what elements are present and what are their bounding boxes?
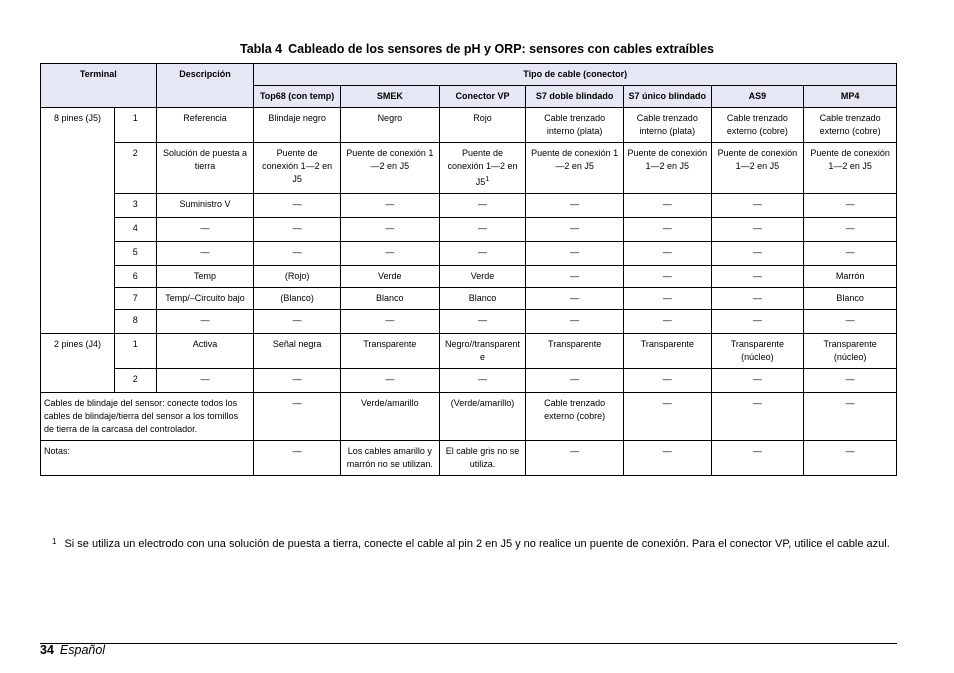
cable-cell	[711, 310, 804, 334]
pin-description-text: Suministro V	[179, 199, 231, 209]
table-row	[41, 108, 897, 143]
pin-description-text: —	[200, 223, 210, 233]
cable-cell	[254, 393, 340, 441]
cable-cell	[340, 266, 439, 288]
cable-cell-text: —	[752, 315, 762, 325]
cable-cell-text: —	[752, 223, 762, 233]
cable-cell-text: —	[570, 293, 580, 303]
cable-cell	[526, 441, 624, 476]
pin-number	[114, 266, 156, 288]
terminal-group-text: 2 pines (J4)	[53, 339, 101, 349]
pin-description-text: Referencia	[183, 113, 227, 123]
pin-number	[114, 334, 156, 369]
cable-cell-text: —	[292, 398, 302, 408]
cable-cell	[711, 218, 804, 242]
footnote-ref: 1	[485, 176, 490, 183]
cable-cell	[439, 266, 525, 288]
table-row	[41, 288, 897, 310]
cable-cell	[439, 369, 525, 393]
pin-number-text: 6	[132, 271, 138, 281]
cable-cell-text: —	[662, 446, 672, 456]
cable-cell	[254, 369, 340, 393]
cable-cell-text: Negro//transparente	[444, 339, 521, 362]
cable-cell-text: Cable trenzado interno (plata)	[544, 113, 606, 136]
pin-number-text: 3	[132, 199, 138, 209]
cable-cell-text: —	[570, 315, 580, 325]
cable-cell-text: El cable gris no se utiliza.	[445, 446, 520, 469]
cable-cell-text: —	[477, 199, 487, 209]
cable-cell	[711, 266, 804, 288]
pin-number-text: 4	[132, 223, 138, 233]
cable-cell	[711, 108, 804, 143]
cable-cell	[439, 108, 525, 143]
cable-cell-text: —	[570, 247, 580, 257]
pin-number	[114, 108, 156, 143]
pin-description-text: —	[200, 315, 210, 325]
table-row	[41, 266, 897, 288]
cable-cell	[624, 334, 711, 369]
cable-cell-text: —	[292, 315, 302, 325]
cable-cell	[624, 441, 711, 476]
table-row	[41, 369, 897, 393]
cable-cell-text: —	[662, 374, 672, 384]
cable-cell-text: Verde/amarillo	[361, 398, 419, 408]
cable-cell-text: Verde	[470, 271, 495, 281]
cable-cell	[526, 369, 624, 393]
cable-cell-text: Cable trenzado externo (cobre)	[544, 398, 606, 421]
cable-cell-text: Blanco	[468, 293, 497, 303]
cable-cell-text: Transparente	[548, 339, 602, 349]
cable-cell-text: —	[752, 199, 762, 209]
wiring-table	[40, 63, 897, 476]
pin-number	[114, 218, 156, 242]
cable-cell-text: —	[570, 271, 580, 281]
cable-cell	[254, 334, 340, 369]
cable-cell-text: Puente de conexión 1—2 en J5	[346, 148, 434, 171]
cable-cell	[340, 441, 439, 476]
cable-cell	[526, 334, 624, 369]
footnote	[52, 537, 892, 551]
pin-number	[114, 288, 156, 310]
pin-description	[156, 369, 254, 393]
cable-cell	[439, 288, 525, 310]
pin-number-text: 2	[132, 374, 138, 384]
cable-cell-text: Puente de conexión 1—2 en J5	[262, 148, 333, 184]
pin-number-text: 2	[132, 148, 138, 158]
cable-cell	[526, 194, 624, 218]
pin-number	[114, 369, 156, 393]
cable-cell	[804, 218, 897, 242]
cable-cell	[624, 369, 711, 393]
cable-cell	[804, 194, 897, 218]
cable-cell	[711, 369, 804, 393]
cable-cell	[804, 393, 897, 441]
cable-cell-text: Transparente	[640, 339, 694, 349]
cable-cell-text: —	[292, 199, 302, 209]
cable-cell-text: —	[752, 398, 762, 408]
cable-cell	[526, 266, 624, 288]
cable-cell	[439, 334, 525, 369]
cable-cell-text: —	[570, 223, 580, 233]
cable-cell-text: —	[662, 293, 672, 303]
cable-cell	[439, 441, 525, 476]
cable-cell	[711, 334, 804, 369]
cable-cell-text: —	[385, 247, 395, 257]
cable-cell-text: Verde	[378, 271, 402, 281]
cable-cell	[340, 393, 439, 441]
cable-cell-text: Puente de conexión 1—2 en J5	[531, 148, 619, 171]
table-row	[41, 218, 897, 242]
cable-cell	[340, 334, 439, 369]
pin-description-text: Solución de puesta a tierra	[162, 148, 248, 171]
cable-cell	[526, 143, 624, 194]
pin-number-text: 1	[132, 339, 138, 349]
cable-cell-text: —	[845, 315, 855, 325]
cable-cell	[624, 242, 711, 266]
cable-cell-text: (Blanco)	[280, 293, 314, 303]
cable-cell	[254, 288, 340, 310]
terminal-group	[41, 108, 115, 334]
cable-cell	[804, 310, 897, 334]
cable-cell	[804, 288, 897, 310]
cable-cell	[624, 393, 711, 441]
header-cable: S7 doble blindado	[526, 86, 624, 108]
cable-cell-text: Blanco	[836, 293, 864, 303]
footer-divider	[40, 643, 897, 644]
cable-cell-text: Los cables amarillo y marrón no se utilizan.	[346, 446, 433, 469]
page-footer	[40, 643, 105, 657]
pin-description-text: —	[200, 374, 210, 384]
cable-cell-text: Puente de conexión 1—2 en J5	[717, 148, 798, 171]
cable-cell	[624, 194, 711, 218]
cable-cell	[526, 242, 624, 266]
pin-description	[156, 143, 254, 194]
cable-cell	[439, 310, 525, 334]
footnote-text: Si se utiliza un electrodo con una solución de puesta a tierra, conecte el cable al pin 2 en J5 y no realice un puente de conexión. Para el conector VP, utilice el cable azul.	[64, 538, 890, 550]
cable-cell-text: Cable trenzado externo (cobre)	[726, 113, 788, 136]
cable-cell	[254, 194, 340, 218]
pin-description-text: Temp/–Circuito bajo	[165, 293, 245, 303]
cable-cell-text: —	[385, 199, 395, 209]
cable-cell-text: —	[662, 271, 672, 281]
cable-cell	[804, 334, 897, 369]
cable-cell	[439, 393, 525, 441]
cable-cell	[526, 288, 624, 310]
cable-cell-text: —	[845, 446, 855, 456]
cable-cell	[526, 218, 624, 242]
header-cable: SMEK	[340, 86, 439, 108]
table-caption-title: Cableado de los sensores de pH y ORP: sensores con cables extraíbles	[288, 42, 715, 56]
cable-cell	[439, 218, 525, 242]
pin-number	[114, 194, 156, 218]
cable-cell-text: —	[477, 374, 487, 384]
cable-cell	[711, 143, 804, 194]
cable-cell-text: Cable trenzado externo (cobre)	[819, 113, 881, 136]
cable-cell-text: —	[385, 223, 395, 233]
header-cable: Conector VP	[439, 86, 525, 108]
cable-cell	[254, 143, 340, 194]
pin-description	[156, 242, 254, 266]
cable-cell-text: —	[752, 247, 762, 257]
shield-row	[41, 393, 897, 441]
cable-cell	[254, 441, 340, 476]
cable-cell	[804, 242, 897, 266]
cable-cell	[804, 266, 897, 288]
cable-cell	[624, 143, 711, 194]
table-row	[41, 194, 897, 218]
pin-description-text: Activa	[192, 339, 218, 349]
pin-number-text: 8	[132, 315, 138, 325]
pin-description-text: —	[200, 247, 210, 257]
cable-cell-text: Blindaje negro	[268, 113, 326, 123]
cable-cell	[711, 441, 804, 476]
cable-cell	[711, 393, 804, 441]
table-body	[41, 108, 897, 476]
pin-description	[156, 266, 254, 288]
cable-cell-text: Cable trenzado interno (plata)	[636, 113, 698, 136]
cable-cell-text: Puente de conexión 1—2 en J5	[627, 148, 708, 171]
pin-description	[156, 288, 254, 310]
cable-cell	[711, 242, 804, 266]
cable-cell-text: —	[570, 374, 580, 384]
cable-cell	[254, 266, 340, 288]
cable-cell-text: —	[752, 446, 762, 456]
cable-cell-text: —	[662, 398, 672, 408]
cable-cell	[340, 108, 439, 143]
pin-description	[156, 218, 254, 242]
cable-cell	[340, 369, 439, 393]
footnote-marker: 1	[52, 537, 57, 546]
pin-description	[156, 310, 254, 334]
cable-cell	[254, 310, 340, 334]
notes-row-label	[41, 441, 254, 476]
cable-cell	[711, 194, 804, 218]
cable-cell	[439, 143, 525, 194]
cable-cell-text: —	[662, 199, 672, 209]
cable-cell-text: Transparente (núcleo)	[730, 339, 784, 362]
cable-cell	[711, 288, 804, 310]
terminal-group	[41, 334, 115, 393]
pin-number-text: 5	[132, 247, 138, 257]
cable-cell-text: Blanco	[376, 293, 404, 303]
table-row	[41, 143, 897, 194]
cable-cell-text: Puente de conexión 1—2 en J5	[810, 148, 890, 171]
cable-cell	[254, 218, 340, 242]
cable-cell-text: Señal negra	[272, 339, 322, 349]
cable-cell-text: —	[477, 223, 487, 233]
cable-cell-text: (Rojo)	[284, 271, 310, 281]
cable-cell	[526, 310, 624, 334]
pin-description-text: Temp	[193, 271, 216, 281]
cable-cell-text: Puente de conexión 1—2 en J5	[447, 148, 518, 187]
cable-cell	[340, 218, 439, 242]
cable-cell	[526, 393, 624, 441]
page-number: 34	[40, 643, 54, 657]
cable-cell	[804, 143, 897, 194]
cable-cell	[624, 288, 711, 310]
cable-cell-text: —	[845, 247, 855, 257]
cable-cell	[624, 218, 711, 242]
cable-cell	[340, 242, 439, 266]
shield-row-label	[41, 393, 254, 441]
cable-cell	[439, 242, 525, 266]
pin-description	[156, 334, 254, 369]
cable-cell-text: —	[752, 374, 762, 384]
cable-cell-text: Transparente	[363, 339, 417, 349]
footer-language: Español	[59, 643, 106, 657]
cable-cell-text: Negro	[377, 113, 403, 123]
cable-cell	[804, 369, 897, 393]
header-terminal: Terminal	[41, 64, 157, 108]
header-cable: AS9	[711, 86, 804, 108]
cable-cell-text: Rojo	[473, 113, 492, 123]
cable-cell	[254, 108, 340, 143]
table-caption-label: Tabla 4	[239, 42, 283, 56]
header-cable: Top68 (con temp)	[254, 86, 340, 108]
cable-cell	[804, 108, 897, 143]
table-row	[41, 310, 897, 334]
cable-cell-text: —	[477, 315, 487, 325]
header-cable: S7 único blindado	[624, 86, 711, 108]
cable-cell-text: —	[845, 199, 855, 209]
shield-row-label-text: Cables de blindaje del sensor: conecte todos los cables de blindaje/tierra del sensor a los tornillos de tierra de la carcasa del controlador.	[44, 398, 239, 434]
notes-row	[41, 441, 897, 476]
cable-cell-text: —	[292, 446, 302, 456]
cable-cell	[804, 441, 897, 476]
pin-number	[114, 143, 156, 194]
table-row	[41, 334, 897, 369]
cable-cell-text: —	[385, 315, 395, 325]
pin-number	[114, 242, 156, 266]
cable-cell-text: (Verde/amarillo)	[450, 398, 515, 408]
cable-cell-text: —	[662, 315, 672, 325]
cable-cell-text: —	[570, 446, 580, 456]
header-cable: MP4	[804, 86, 897, 108]
cable-cell-text: —	[662, 247, 672, 257]
header-cable-type: Tipo de cable (conector)	[254, 64, 897, 86]
cable-cell-text: —	[845, 223, 855, 233]
pin-number-text: 1	[132, 113, 138, 123]
cable-cell	[439, 194, 525, 218]
cable-cell-text: —	[292, 247, 302, 257]
cable-cell-text: —	[385, 374, 395, 384]
cable-cell-text: —	[845, 374, 855, 384]
cable-cell	[624, 266, 711, 288]
cable-cell	[340, 288, 439, 310]
notes-row-label-text: Notas:	[44, 446, 71, 456]
cable-cell-text: —	[752, 293, 762, 303]
header-description: Descripción	[156, 64, 254, 108]
table-row	[41, 242, 897, 266]
terminal-group-text: 8 pines (J5)	[53, 113, 101, 123]
cable-cell-text: —	[477, 247, 487, 257]
cable-cell-text: —	[662, 223, 672, 233]
cable-cell-text: —	[570, 199, 580, 209]
cable-cell	[340, 310, 439, 334]
cable-cell-text: —	[752, 271, 762, 281]
cable-cell-text: Marrón	[835, 271, 865, 281]
cable-cell	[526, 108, 624, 143]
cable-cell	[340, 194, 439, 218]
table-caption	[0, 42, 954, 56]
cable-cell-text: Transparente (núcleo)	[823, 339, 877, 362]
cable-cell	[254, 242, 340, 266]
pin-description	[156, 194, 254, 218]
cable-cell	[624, 310, 711, 334]
cable-cell-text: —	[292, 374, 302, 384]
cable-cell-text: —	[292, 223, 302, 233]
cable-cell	[624, 108, 711, 143]
pin-number	[114, 310, 156, 334]
cable-cell	[340, 143, 439, 194]
pin-description	[156, 108, 254, 143]
pin-number-text: 7	[132, 293, 138, 303]
cable-cell-text: —	[845, 398, 855, 408]
